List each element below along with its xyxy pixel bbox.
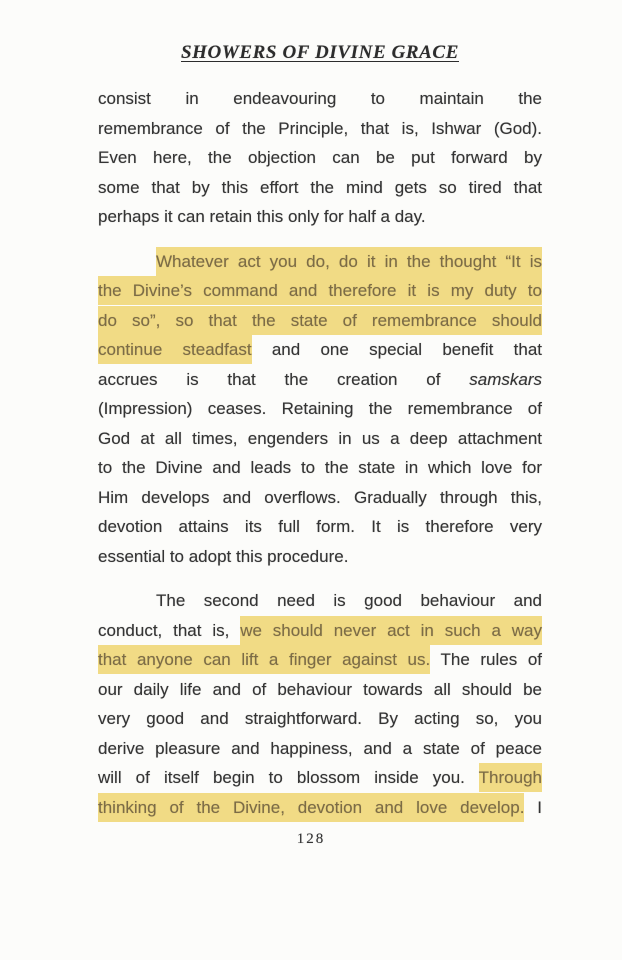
text-line — [98, 616, 542, 646]
paragraph — [98, 247, 542, 572]
highlighted-segment: continue steadfast — [98, 335, 252, 364]
text-line — [98, 247, 542, 277]
highlighted-segment: we should never act in such a way — [240, 616, 542, 645]
paragraph — [98, 84, 542, 232]
text-segment: The second need is good behaviour and — [156, 591, 542, 610]
text-line — [98, 276, 542, 306]
text-segment: conduct, that is, — [98, 620, 241, 640]
text-segment: perhaps it can retain this only for half a day. — [98, 207, 426, 226]
page-title: SHOWERS OF DIVINE GRACE — [181, 42, 459, 63]
text-line — [98, 394, 542, 424]
highlighted-segment: that anyone can lift a finger against us. — [98, 645, 430, 674]
text-line — [98, 734, 542, 764]
text-segment: consist in endeavouring to maintain the — [98, 89, 542, 108]
text-segment: Even here, the objection can be put forward by — [98, 148, 542, 167]
text-line — [98, 542, 542, 572]
paragraph — [98, 586, 542, 822]
highlighted-segment: the Divine’s command and therefore it is my duty to — [98, 276, 542, 305]
page-body — [98, 84, 542, 822]
text-line — [98, 763, 542, 793]
text-line — [98, 483, 542, 513]
text-segment: very good and straightforward. By acting so, you — [98, 709, 542, 728]
text-line — [98, 645, 542, 675]
text-line — [98, 202, 542, 232]
highlighted-segment: thinking of the Divine, devotion and love develop. — [98, 793, 524, 822]
text-line — [98, 586, 542, 616]
text-segment: will of itself begin to blossom inside you. — [98, 768, 479, 787]
text-line — [98, 114, 542, 144]
highlighted-segment: Through — [479, 763, 542, 792]
text-line — [98, 424, 542, 454]
text-segment: (Impression) ceases. Retaining the remembrance of — [98, 399, 542, 418]
text-line — [98, 84, 542, 114]
text-segment: The rules of — [430, 650, 543, 669]
text-segment: our daily life and of behaviour towards all should be — [98, 679, 542, 699]
text-segment: essential to adopt this procedure. — [98, 546, 349, 566]
page-number: 128 — [296, 831, 326, 847]
text-line — [98, 143, 542, 173]
text-line — [98, 335, 542, 365]
text-line — [98, 793, 542, 823]
text-segment: I — [524, 797, 542, 817]
text-line — [98, 453, 542, 483]
text-line — [98, 675, 542, 705]
italic-term: samskars — [469, 369, 542, 389]
text-line — [98, 512, 542, 542]
text-line — [98, 365, 542, 395]
highlighted-segment: do so”, so that the state of remembrance should — [98, 306, 542, 335]
text-segment: and one special benefit that — [251, 340, 542, 359]
text-segment: derive pleasure and happiness, and a state of peace — [98, 738, 542, 758]
text-segment: Him develops and overflows. Gradually through this, — [98, 487, 542, 507]
text-segment: God at all times, engenders in us a deep attachment — [98, 428, 542, 448]
highlighted-segment: Whatever act you do, do it in the thought “It is — [156, 247, 542, 276]
text-segment: devotion attains its full form. It is therefore very — [98, 517, 542, 536]
text-line — [98, 173, 542, 203]
text-segment: accrues is that the creation of — [98, 369, 470, 389]
text-segment: to the Divine and leads to the state in which love for — [98, 458, 542, 477]
text-line — [98, 704, 542, 734]
text-segment: some that by this effort the mind gets so tired that — [98, 177, 542, 197]
text-line — [98, 306, 542, 336]
text-segment: remembrance of the Principle, that is, Ishwar (God). — [98, 118, 542, 138]
